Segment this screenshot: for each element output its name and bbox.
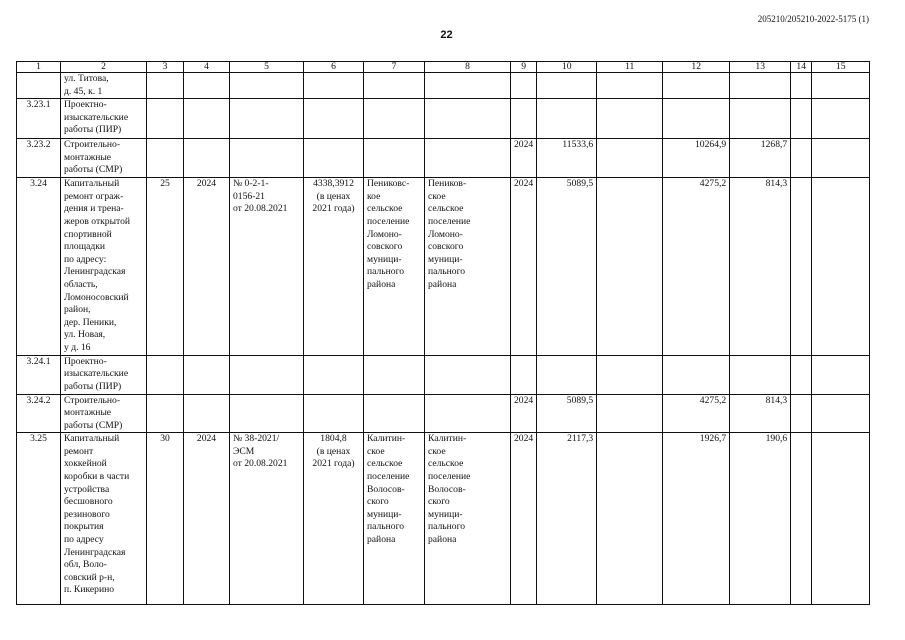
column-number: 8 [425,62,511,73]
table-cell [791,394,812,433]
table-cell [364,139,425,178]
table-cell: 814,3 [730,394,791,433]
table-row [17,99,870,139]
table-cell [812,355,870,394]
table-cell [230,99,304,139]
table-cell: 10264,9 [663,139,730,178]
table-row [17,355,870,394]
table-cell [304,99,364,139]
row-code-cell: 3.24.2 [17,394,61,433]
table-cell [597,433,663,605]
table-cell: 1926,7 [663,433,730,605]
table-cell: 1804,8 (в ценах 2021 года) [304,433,364,605]
budget-table [16,61,870,605]
table-cell [184,139,230,178]
column-number: 3 [147,62,184,73]
table-cell [364,394,425,433]
table-cell: 4338,3912 (в ценах 2021 года) [304,178,364,355]
table-cell [791,99,812,139]
table-cell: 30 [147,433,184,605]
table-cell [511,99,537,139]
table-cell [425,139,511,178]
column-number: 9 [511,62,537,73]
table-cell: № 38-2021/ ЭСМ от 20.08.2021 [230,433,304,605]
table-row [17,73,870,99]
object-name-cell: Строительно- монтажные работы (СМР) [61,139,147,178]
object-name-cell: Строительно- монтажные работы (СМР) [61,394,147,433]
table-cell [791,355,812,394]
table-cell [791,433,812,605]
column-number: 11 [597,62,663,73]
table-cell [597,139,663,178]
table-row [17,433,870,605]
table-cell [663,355,730,394]
column-number: 7 [364,62,425,73]
table-cell: 4275,2 [663,178,730,355]
column-number: 4 [184,62,230,73]
row-code-cell [17,73,61,99]
table-cell [304,355,364,394]
table-cell: 814,3 [730,178,791,355]
table-cell [663,99,730,139]
object-name-cell: Проектно- изыскательские работы (ПИР) [61,99,147,139]
column-number: 1 [17,62,61,73]
object-name-cell: Проектно- изыскательские работы (ПИР) [61,355,147,394]
table-cell: 2024 [184,433,230,605]
table-cell: 2024 [511,139,537,178]
table-row [17,394,870,433]
table-cell [812,73,870,99]
row-code-cell: 3.24 [17,178,61,355]
table-cell: 2024 [184,178,230,355]
table-cell [147,99,184,139]
table-cell [147,355,184,394]
table-cell [364,99,425,139]
table-cell [597,178,663,355]
table-cell: 4275,2 [663,394,730,433]
table-cell [184,73,230,99]
table-cell [791,178,812,355]
table-cell [147,73,184,99]
table-row [17,178,870,355]
table-cell [597,355,663,394]
table-cell [597,394,663,433]
page-number: 22 [440,29,453,41]
table-cell [730,99,791,139]
table-cell [812,433,870,605]
table-cell [184,394,230,433]
table-cell: Калитин- ское сельское поселение Волосов- ского муници- пального района [364,433,425,605]
table-cell [364,355,425,394]
table-cell [812,139,870,178]
column-number-row [17,62,870,73]
table-cell: Пениковс- кое сельское поселение Ломоно- совского муници- пального района [364,178,425,355]
table-row [17,139,870,178]
table-cell: 5089,5 [537,394,597,433]
table-cell: 25 [147,178,184,355]
row-code-cell: 3.23.1 [17,99,61,139]
table-cell: Калитин- ское сельское поселение Волосов- ского муници- пального района [425,433,511,605]
row-code-cell: 3.24.1 [17,355,61,394]
column-number: 14 [791,62,812,73]
table-cell [812,99,870,139]
object-name-cell: Капитальный ремонт хоккейной коробки в части устройства бесшовного резинового покрытия по адресу Ленинградская обл, Воло- совский р-н, п. Кикерино [61,433,147,605]
table-cell: 190,6 [730,433,791,605]
row-code-cell: 3.23.2 [17,139,61,178]
column-number: 2 [61,62,147,73]
table-cell [230,394,304,433]
column-number: 12 [663,62,730,73]
table-cell: 11533,6 [537,139,597,178]
table-cell: 5089,5 [537,178,597,355]
table-cell [511,73,537,99]
table-cell: 2024 [511,394,537,433]
column-number: 10 [537,62,597,73]
table-cell [184,99,230,139]
table-cell [425,99,511,139]
table-cell: 2024 [511,433,537,605]
table-cell [730,73,791,99]
table-cell [230,139,304,178]
table-cell [425,355,511,394]
table-cell: Пеников- ское сельское поселение Ломоно- совского муници- пального района [425,178,511,355]
table-cell: 2117,3 [537,433,597,605]
table-cell [597,73,663,99]
table-cell [812,394,870,433]
table-cell: № 0-2-1- 0156-21 от 20.08.2021 [230,178,304,355]
table-cell: 2024 [511,178,537,355]
table-cell [230,73,304,99]
table-cell [425,394,511,433]
column-number: 15 [812,62,870,73]
table-cell [364,73,425,99]
object-name-cell: ул. Титова, д. 45, к. 1 [61,73,147,99]
table-cell [597,99,663,139]
table-cell [730,355,791,394]
column-number: 13 [730,62,791,73]
table-cell [511,355,537,394]
table-cell [184,355,230,394]
column-number: 6 [304,62,364,73]
table-cell [663,73,730,99]
document-number: 205210/205210-2022-5175 (1) [757,14,869,24]
table-cell [537,99,597,139]
column-number: 5 [230,62,304,73]
table-cell [537,73,597,99]
table-cell [425,73,511,99]
table-cell [791,73,812,99]
row-code-cell: 3.25 [17,433,61,605]
table-cell: 1268,7 [730,139,791,178]
table-cell [304,73,364,99]
table-cell [304,139,364,178]
table-cell [812,178,870,355]
table-cell [791,139,812,178]
table-cell [537,355,597,394]
table-cell [230,355,304,394]
table-cell [147,394,184,433]
table-cell [147,139,184,178]
table-cell [304,394,364,433]
object-name-cell: Капитальный ремонт ограж- дения и трена- жеров открытой спортивной площадки по адресу: Ленинградская область, Ломоносовский район, дер. Пеники, ул. Новая, у д. 16 [61,178,147,355]
